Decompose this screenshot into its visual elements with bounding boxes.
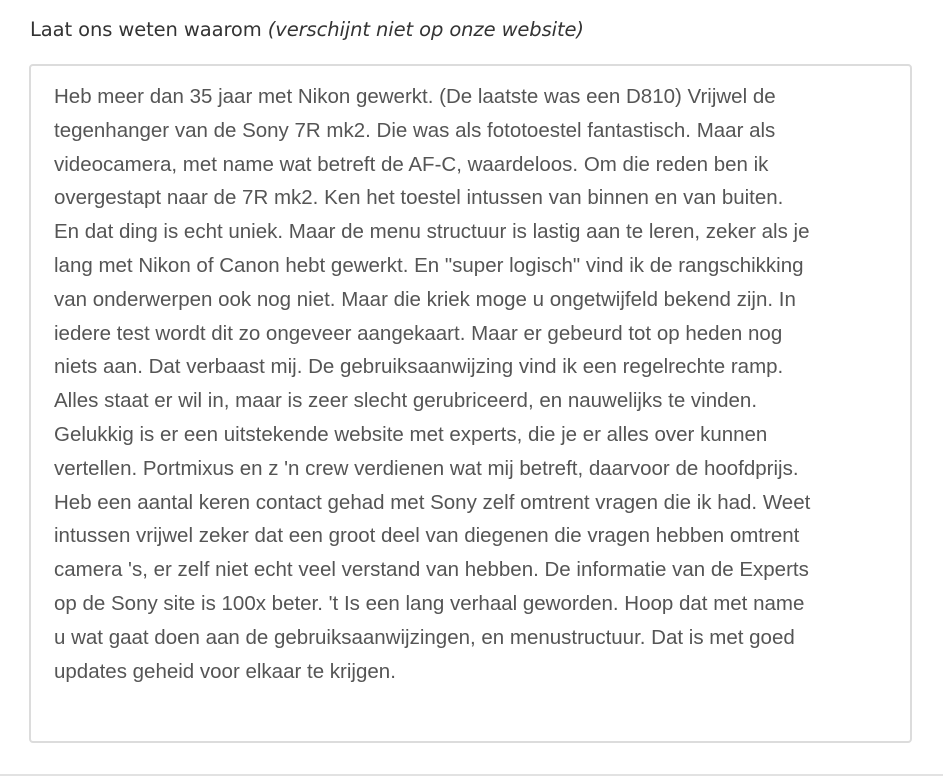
feedback-textarea-value[interactable]: Heb meer dan 35 jaar met Nikon gewerkt. (De laatste was een D810) Vrijwel de tegenhanger van de Sony 7R mk2. Die was als fototoestel fantastisch. Maar als videocamera, met name wat betreft de AF-C, waardeloos. Om die reden ben ik overgestapt naar de 7R mk2. Ken het toestel intussen van binnen en van buiten. En dat ding is echt uniek. Maar de menu structuur is lastig aan te leren, zeker als je lang met Nikon of Canon hebt gewerkt. En "super logisch" vind ik de rangschikking van onderwerpen ook nog niet. Maar die kriek moge u ongetwijfeld bekend zijn. In iedere test wordt dit zo ongeveer aangekaart. Maar er gebeurd tot op heden nog niets aan. Dat verbaast mij. De gebruiksaanwijzing vind ik een regelrechte ramp. Alles staat er wil in, maar is zeer slecht gerubriceerd, en nauwelijks te vinden. Gelukkig is er een uitstekende website met experts, die je er alles over kunnen vertellen. Portmixus en z 'n crew verdienen wat mij betreft, daarvoor de hoofdprijs. Heb een aantal keren contact gehad met Sony zelf omtrent vragen die ik had. Weet intussen vrijwel zeker dat een groot deel van diegenen die vragen hebben omtrent camera 's, er zelf niet echt veel verstand van hebben. De informatie van de Experts op de Sony site is 100x beter. 't Is een lang verhaal geworden. Hoop dat met name u wat gaat doen aan de gebruiksaanwijzingen, en menustructuur. Dat is met goed updates geheid voor elkaar te krijgen. <box>54 85 811 683</box>
feedback-label-text: Laat ons weten waarom <box>30 18 262 41</box>
feedback-label-hint: (verschijnt niet op onze website) <box>267 18 584 41</box>
section-divider <box>0 774 943 776</box>
feedback-textarea[interactable] <box>29 64 912 743</box>
feedback-label <box>30 18 584 41</box>
